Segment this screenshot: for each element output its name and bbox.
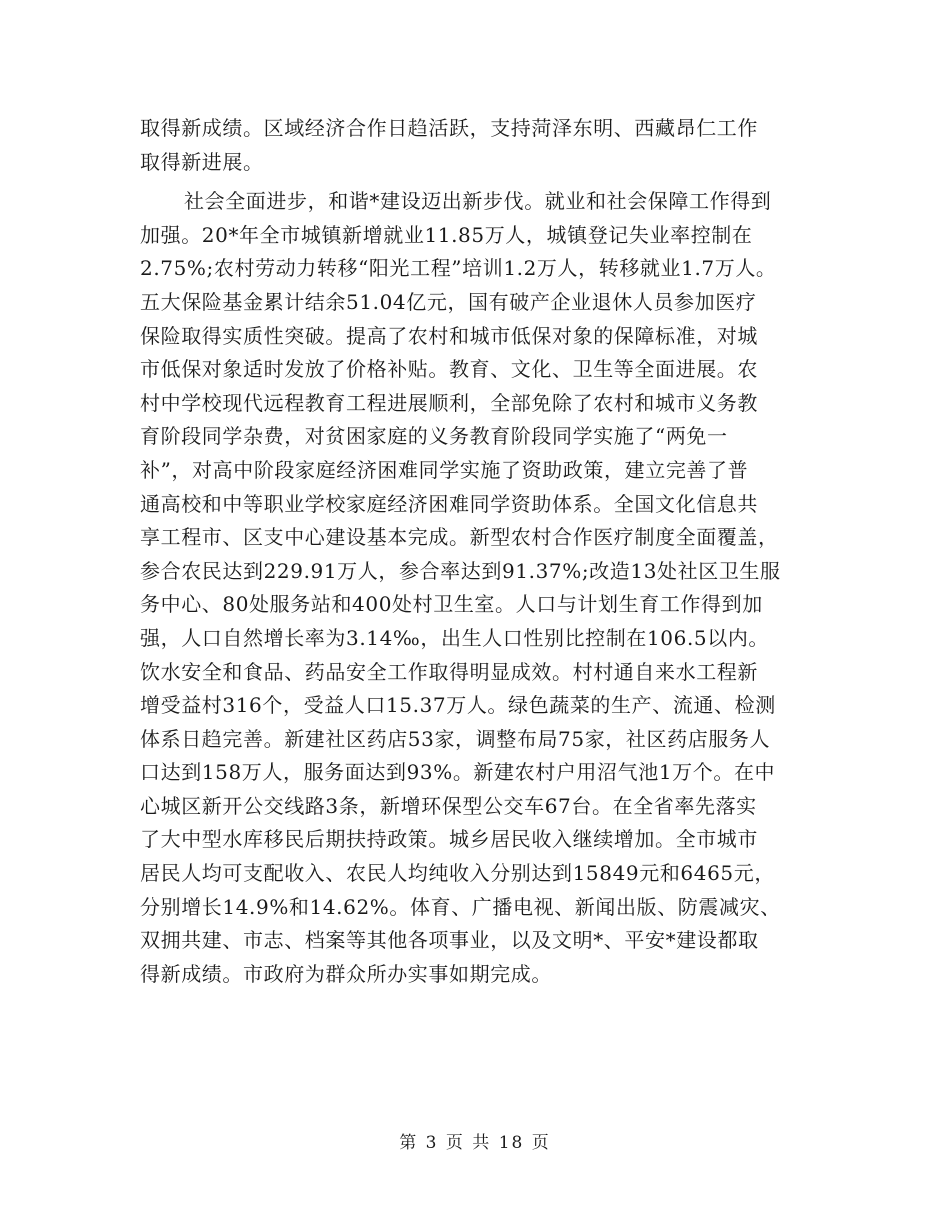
text-line: 加强。20*年全市城镇新增就业11.85万人，城镇登记失业率控制在 (140, 222, 753, 247)
text-line: 强，人口自然增长率为3.14‰，出生人口性别比控制在106.5以内。 (140, 625, 770, 650)
text-line: 补”，对高中阶段家庭经济困难同学实施了资助政策，建立完善了普 (140, 457, 749, 482)
text-line: 饮水安全和食品、药品安全工作取得明显成效。村村通自来水工程新 (140, 659, 758, 684)
text-line: 双拥共建、市志、档案等其他各项事业，以及文明*、平安*建设都取 (140, 928, 759, 953)
paragraph-start-line: 社会全面进步，和谐*建设迈出新步伐。就业和社会保障工作得到 (184, 189, 772, 214)
text-line: 取得新成绩。区域经济合作日趋活跃，支持菏泽东明、西藏昂仁工作 (140, 116, 758, 140)
text-line: 分别增长14.9%和14.62%。体育、广播电视、新闻出版、防震减灾、 (140, 894, 781, 919)
text-line: 育阶段同学杂费，对贫困家庭的义务教育阶段同学实施了“两免一 (140, 424, 728, 449)
text-line: 了大中型水库移民后期扶持政策。城乡居民收入继续增加。全市城市 (140, 827, 758, 852)
text-line: 增受益村316个，受益人口15.37万人。绿色蔬菜的生产、流通、检测 (140, 693, 776, 718)
text-line: 市低保对象适时发放了价格补贴。教育、文化、卫生等全面进展。农 (140, 357, 758, 382)
text-line: 参合农民达到229.91万人，参合率达到91.37%;改造13处社区卫生服 (140, 558, 781, 583)
text-line: 得新成绩。市政府为群众所办实事如期完成。 (140, 961, 552, 986)
page-number-footer: 第 3 页 共 18 页 (399, 1133, 551, 1153)
text-line: 五大保险基金累计结余51.04亿元，国有破产企业退休人员参加医疗 (140, 289, 757, 314)
text-line: 取得新进展。 (140, 149, 264, 174)
text-line: 居民人均可支配收入、农民人均纯收入分别达到15849元和6465元， (140, 861, 775, 886)
text-line: 口达到158万人，服务面达到93%。新建农村户用沼气池1万个。在中 (140, 760, 776, 785)
text-line: 心城区新开公交线路3条，新增环保型公交车67台。在全省率先落实 (140, 793, 757, 818)
text-line: 务中心、80处服务站和400处村卫生室。人口与计划生育工作得到加 (140, 592, 763, 617)
text-line: 村中学校现代远程教育工程进展顺利，全部免除了农村和城市义务教 (140, 390, 758, 415)
text-line: 通高校和中等职业学校家庭经济困难同学资助体系。全国文化信息共 (140, 491, 758, 516)
text-line: 保险取得实质性突破。提高了农村和城市低保对象的保障标准，对城 (140, 323, 758, 348)
text-line: 2.75%;农村劳动力转移“阳光工程”培训1.2万人，转移就业1.7万人。 (140, 256, 777, 281)
text-line: 体系日趋完善。新建社区药店53家，调整布局75家，社区药店服务人 (140, 726, 771, 751)
document-body (140, 112, 840, 991)
text-line: 享工程市、区支中心建设基本完成。新型农村合作医疗制度全面覆盖， (140, 525, 779, 550)
